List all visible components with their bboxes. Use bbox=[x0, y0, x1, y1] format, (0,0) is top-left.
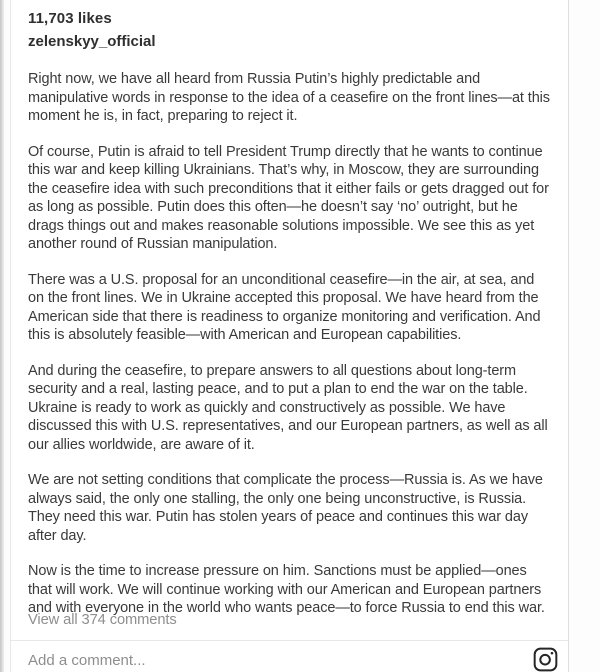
caption-paragraph: Now is the time to increase pressure on him. Sanctions must be applied—ones that will work. We will continue working with our American and European partners and with everyone in the world who wants peace—to force Russia to end this war. bbox=[28, 563, 545, 616]
screen-edge-shadow bbox=[0, 0, 4, 672]
username-link[interactable]: zelenskyy_official bbox=[28, 33, 156, 50]
post-card bbox=[10, 0, 569, 672]
caption-paragraph: There was a U.S. proposal for an unconditional ceasefire—in the air, at sea, and on the front lines. We in Ukraine accepted this proposal. We have heard from the American side that there is readiness to organize monitoring and verification. And this is absolutely feasible—with American and European capabilities. bbox=[28, 271, 541, 343]
caption-paragraph: We are not setting conditions that complicate the process—Russia is. As we have always said, the only one stalling, the only one being unconstructive, is Russia. They need this war. Putin has stolen years of peace and continues this war day after day. bbox=[28, 472, 543, 544]
caption-paragraph: Right now, we have all heard from Russia Putin’s highly predictable and manipulative words in response to the idea of a ceasefire on the front lines—at this moment he is, in fact, preparing to reject it. bbox=[28, 71, 550, 124]
view-all-comments-link[interactable]: View all 374 comments bbox=[28, 612, 177, 628]
caption-paragraph: Of course, Putin is afraid to tell President Trump directly that he wants to continue this war and keep killing Ukrainians. That’s why, in Moscow, they are surrounding the ceasefire idea with such preconditions that it either fails or gets dragged out for as long as possible. Putin does this often—he doesn’t say ‘no’ outright, but he drags things out and makes reasonable solutions impossible. We see this as yet another round of Russian manipulation. bbox=[28, 143, 549, 252]
post-content bbox=[11, 9, 568, 618]
add-comment-input[interactable] bbox=[28, 652, 448, 669]
likes-count[interactable]: 11,703 likes bbox=[28, 10, 112, 27]
caption-paragraph: And during the ceasefire, to prepare answers to all questions about long-term security and a real, lasting peace, and to put a plan to end the war on the table. Ukraine is ready to work as quickly and constructively as possible. We have discussed this with U.S. representatives, and our European partners, as well as all our allies worldwide, are aware of it. bbox=[28, 362, 548, 453]
caption bbox=[28, 70, 554, 618]
add-comment-row bbox=[28, 641, 558, 672]
instagram-camera-icon[interactable] bbox=[533, 647, 558, 672]
